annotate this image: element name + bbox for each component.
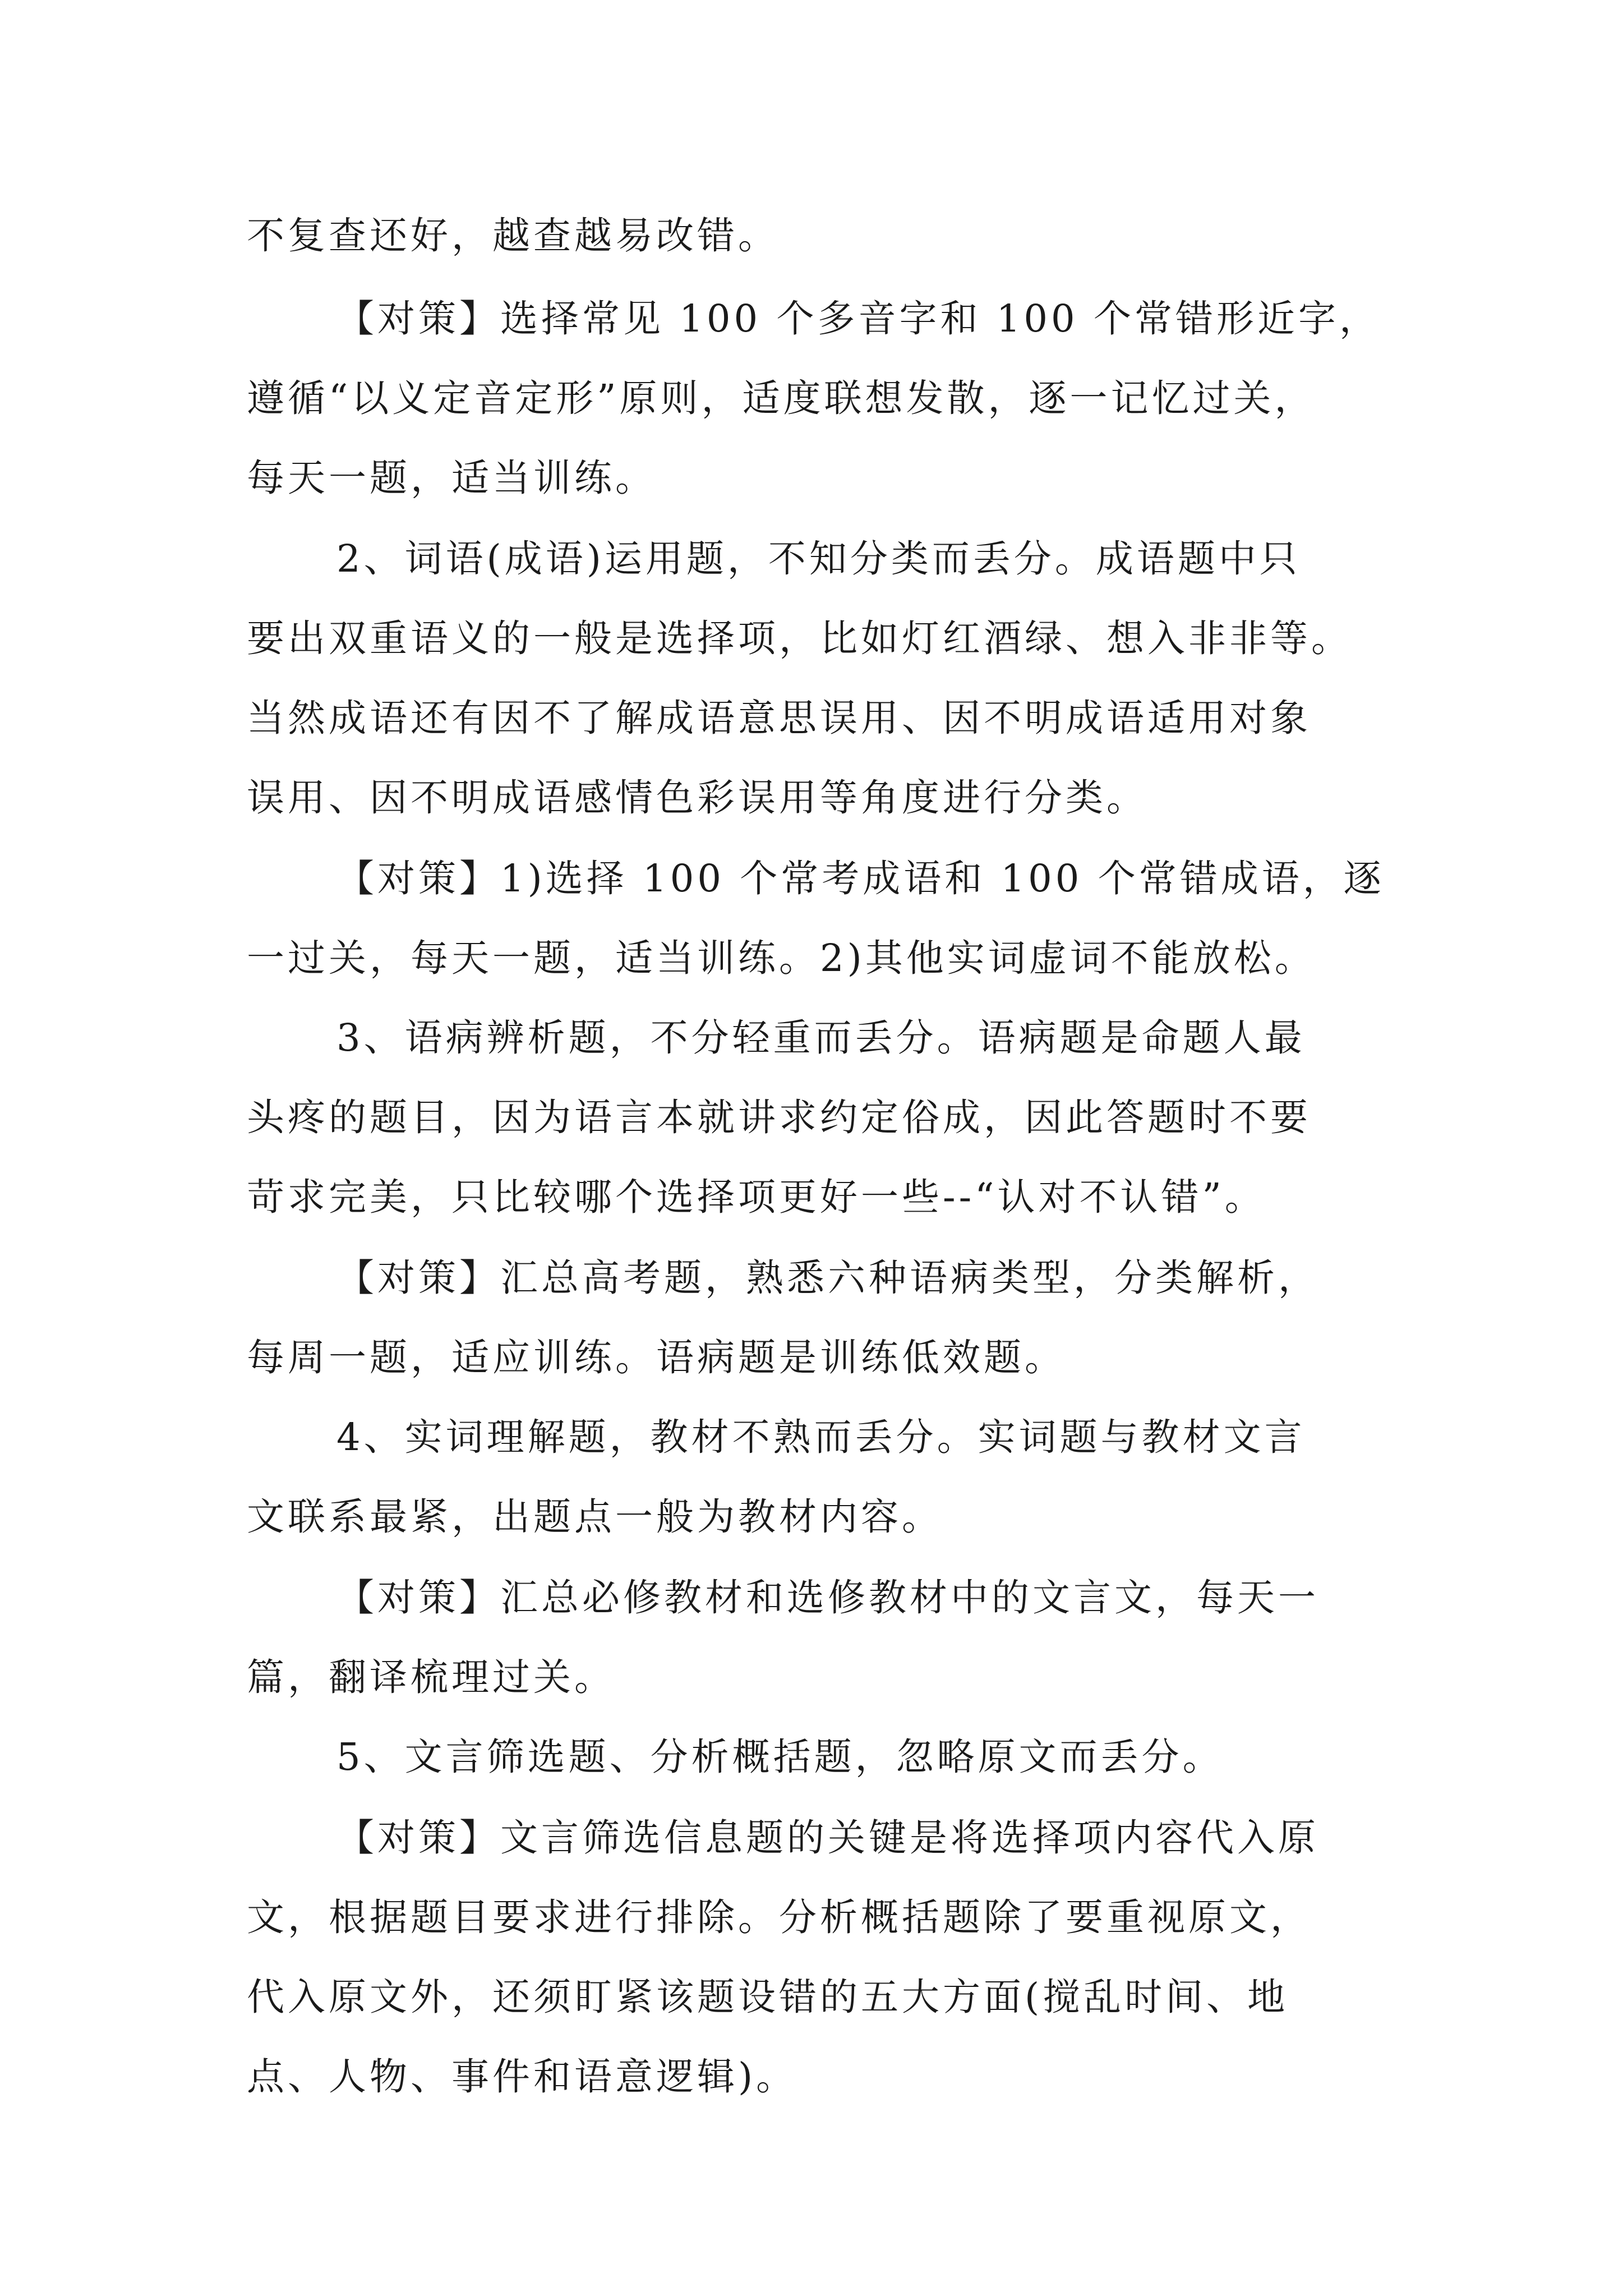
- text-line: 点、人物、事件和语意逻辑)。: [247, 2055, 797, 2099]
- text-line: 一过关，每天一题，适当训练。2)其他实词虚词不能放松。: [247, 936, 1316, 980]
- text-line: 每天一题，适当训练。: [247, 456, 656, 500]
- text-line: 每周一题，适应训练。语病题是训练低效题。: [247, 1336, 1066, 1379]
- text-line: 苛求完美，只比较哪个选择项更好一些--“认对不认错”。: [247, 1175, 1266, 1219]
- text-line: 5、文言筛选题、分析概括题，忽略原文而丢分。: [336, 1735, 1224, 1779]
- text-line: 遵循“以义定音定形”原则，适度联想发散，逐一记忆过关，: [247, 376, 1316, 420]
- text-line: 【对策】选择常见 100 个多音字和 100 个常错形近字，: [336, 297, 1380, 341]
- text-line: 篇，翻译梳理过关。: [247, 1655, 615, 1699]
- text-line: 3、语病辨析题，不分轻重而丢分。语病题是命题人最: [336, 1016, 1306, 1060]
- text-line: 代入原文外，还须盯紧该题设错的五大方面(搅乱时间、地: [247, 1975, 1289, 2019]
- text-line: 【对策】文言筛选信息题的关键是将选择项内容代入原: [336, 1816, 1319, 1860]
- text-line: 4、实词理解题，教材不熟而丢分。实词题与教材文言: [336, 1415, 1306, 1459]
- text-line: 要出双重语义的一般是选择项，比如灯红酒绿、想入非非等。: [247, 616, 1352, 660]
- text-line: 当然成语还有因不了解成语意思误用、因不明成语适用对象: [247, 696, 1311, 740]
- text-line: 头疼的题目，因为语言本就讲求约定俗成，因此答题时不要: [247, 1096, 1311, 1139]
- text-line: 2、词语(成语)运用题，不知分类而丢分。成语题中只: [336, 537, 1301, 581]
- text-line: 【对策】汇总必修教材和选修教材中的文言文，每天一: [336, 1576, 1319, 1619]
- text-line: 文，根据题目要求进行排除。分析概括题除了要重视原文，: [247, 1895, 1311, 1939]
- text-line: 【对策】1)选择 100 个常考成语和 100 个常错成语，逐: [336, 857, 1385, 900]
- text-line: 不复查还好，越查越易改错。: [247, 214, 779, 257]
- text-line: 文联系最紧，出题点一般为教材内容。: [247, 1495, 943, 1539]
- text-line: 误用、因不明成语感情色彩误用等角度进行分类。: [247, 776, 1147, 820]
- text-line: 【对策】汇总高考题，熟悉六种语病类型，分类解析，: [336, 1256, 1319, 1300]
